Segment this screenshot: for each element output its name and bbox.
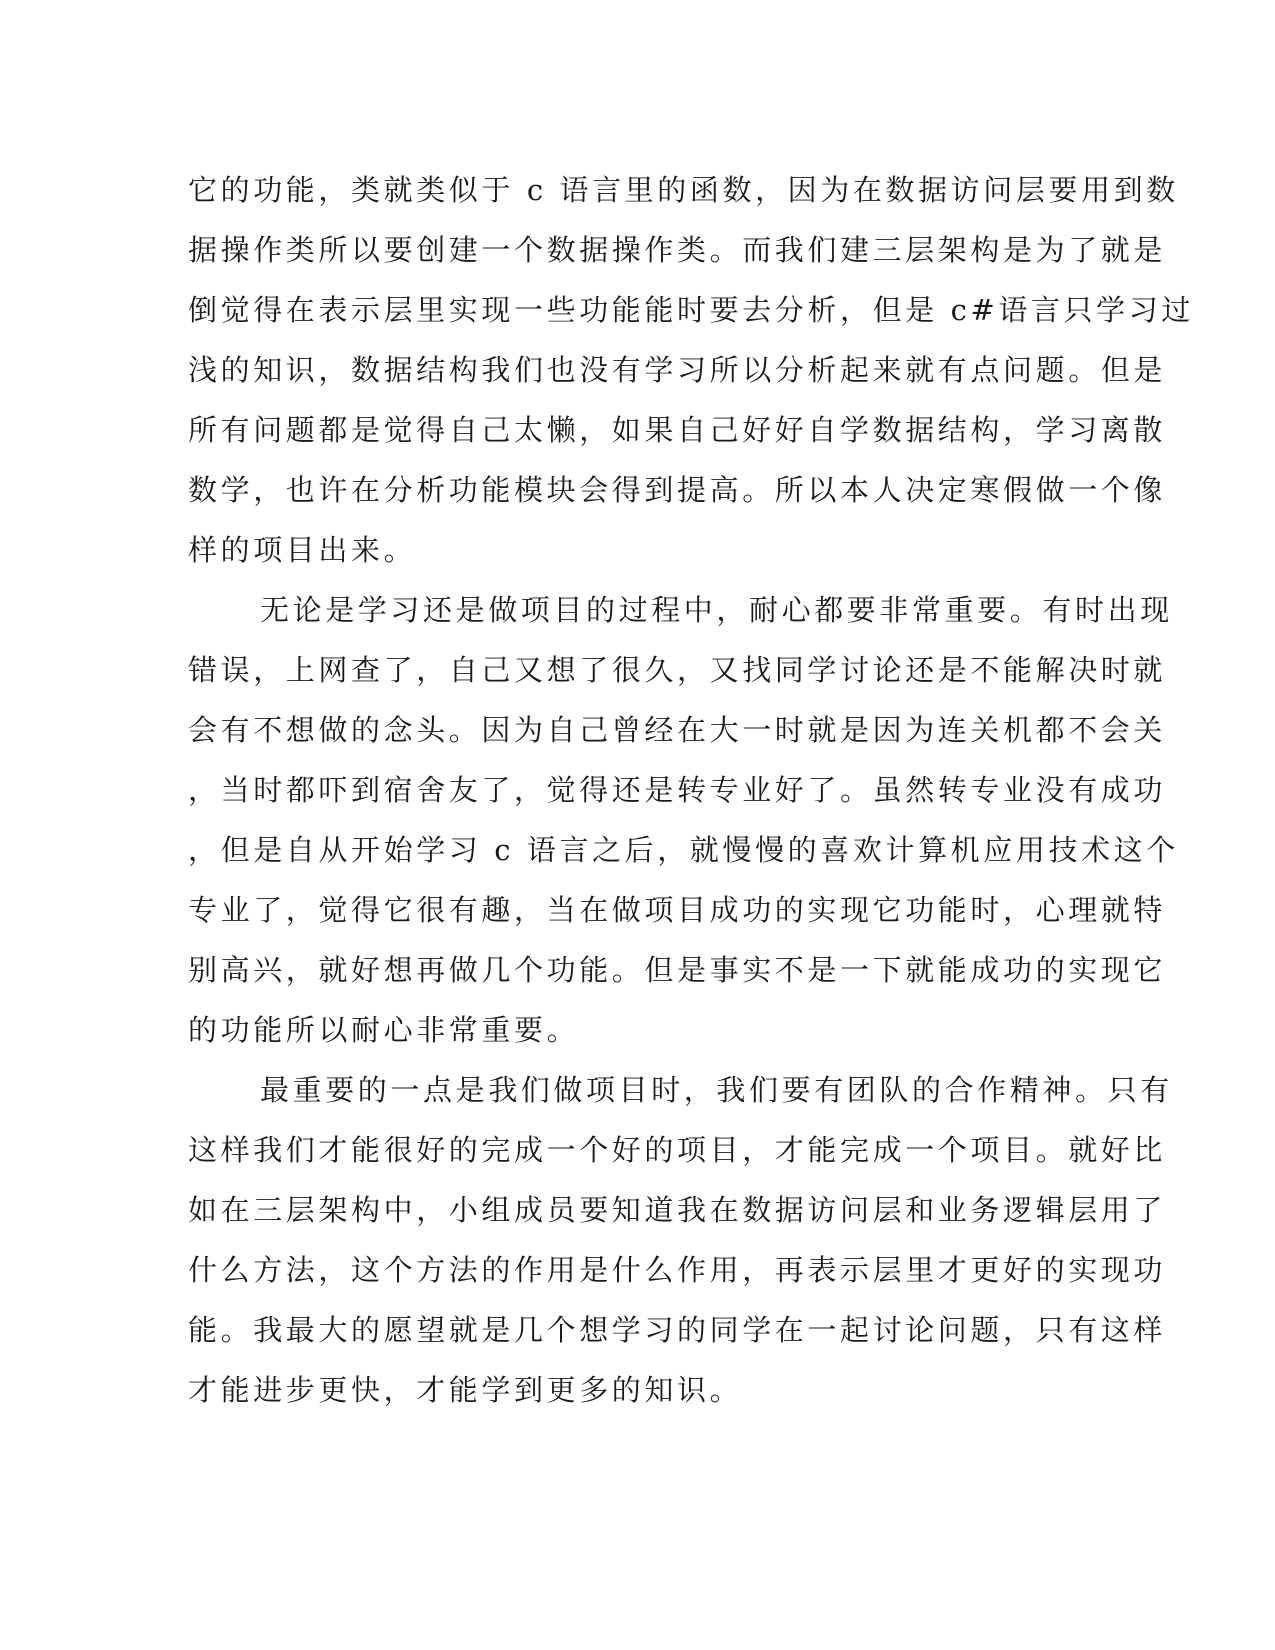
text-line: 所有问题都是觉得自己太懒，如果自己好好自学数据结构，学习离散 [188, 413, 1167, 447]
text-line: 无论是学习还是做项目的过程中，耐心都要非常重要。有时出现 [260, 593, 1173, 627]
text-line: 如在三层架构中，小组成员要知道我在数据访问层和业务逻辑层用了 [188, 1193, 1167, 1227]
text-line: 它的功能，类就类似于 c 语言里的函数，因为在数据访问层要用到数 [188, 173, 1179, 207]
text-line: 最重要的一点是我们做项目时，我们要有团队的合作精神。只有 [260, 1073, 1173, 1107]
text-line: ，当时都吓到宿舍友了，觉得还是转专业好了。虽然转专业没有成功 [188, 773, 1167, 807]
text-line: ，但是自从开始学习 c 语言之后，就慢慢的喜欢计算机应用技术这个 [188, 833, 1179, 867]
text-line: 据操作类所以要创建一个数据操作类。而我们建三层架构是为了就是 [188, 233, 1167, 267]
text-line: 能。我最大的愿望就是几个想学习的同学在一起讨论问题，只有这样 [188, 1313, 1167, 1347]
text-line: 专业了，觉得它很有趣，当在做项目成功的实现它功能时，心理就特 [188, 893, 1167, 927]
text-line: 错误，上网查了，自己又想了很久，又找同学讨论还是不能解决时就 [188, 653, 1167, 687]
text-line: 浅的知识，数据结构我们也没有学习所以分析起来就有点问题。但是 [188, 353, 1167, 387]
paragraph-3 [188, 1060, 1173, 1420]
text-line: 倒觉得在表示层里实现一些功能能时要去分析，但是 c#语言只学习过 [188, 293, 1194, 327]
paragraph-2 [188, 580, 1179, 1060]
text-line: 这样我们才能很好的完成一个好的项目，才能完成一个项目。就好比 [188, 1133, 1167, 1167]
text-line: 的功能所以耐心非常重要。 [188, 1013, 580, 1047]
paragraph-1 [188, 160, 1194, 580]
text-line: 才能进步更快，才能学到更多的知识。 [188, 1373, 743, 1407]
text-line: 会有不想做的念头。因为自己曾经在大一时就是因为连关机都不会关 [188, 713, 1167, 747]
text-line: 样的项目出来。 [188, 533, 417, 567]
document-body [188, 160, 1194, 1420]
text-line: 什么方法，这个方法的作用是什么作用，再表示层里才更好的实现功 [188, 1253, 1167, 1287]
text-line: 别高兴，就好想再做几个功能。但是事实不是一下就能成功的实现它 [188, 953, 1167, 987]
text-line: 数学，也许在分析功能模块会得到提高。所以本人决定寒假做一个像 [188, 473, 1167, 507]
